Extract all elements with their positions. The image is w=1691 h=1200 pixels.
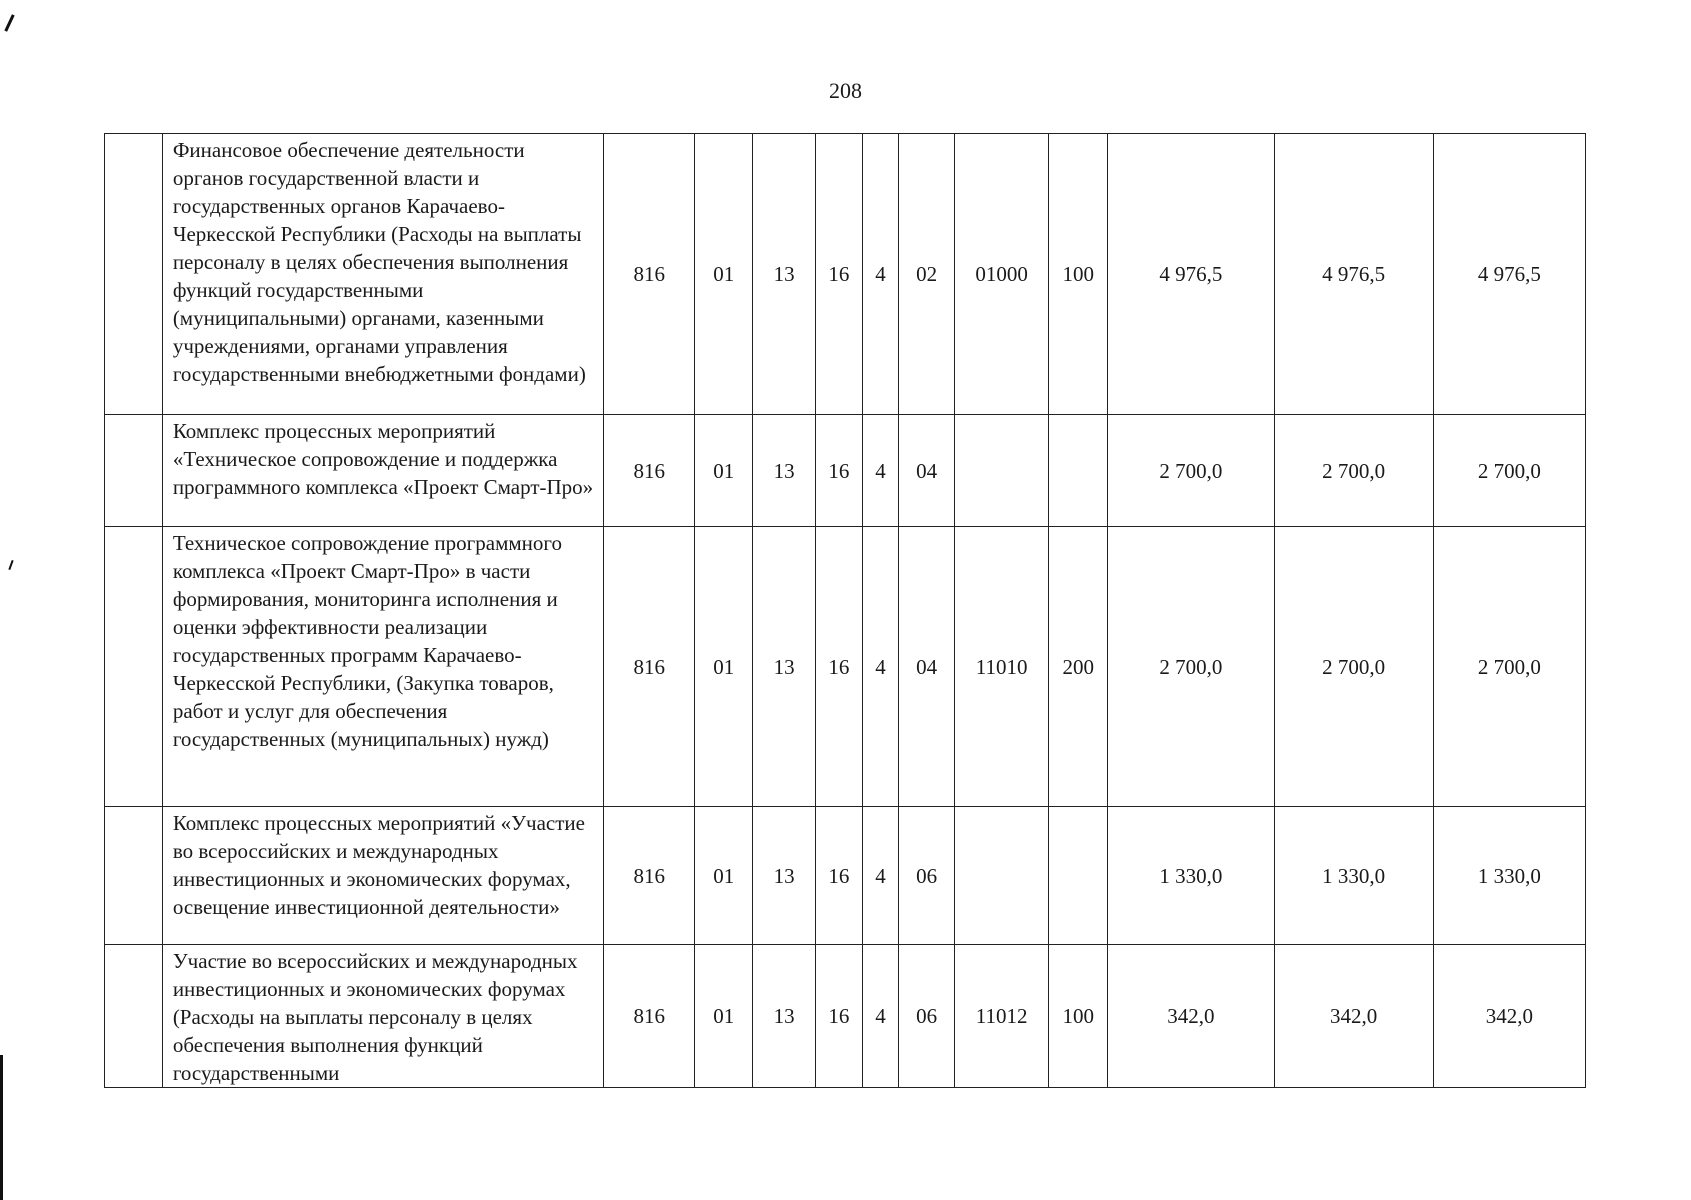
item-name-cell: Участие во всероссийских и международных инвестиционных и экономических форумах (Расходы на выплаты персоналу в целях обеспечения выполнения функций государственными bbox=[162, 945, 603, 1088]
table-row bbox=[105, 134, 1586, 415]
section-code-cell: 01 bbox=[695, 527, 753, 807]
program-code-cell: 16 bbox=[816, 945, 863, 1088]
table-row bbox=[105, 807, 1586, 945]
program-type-code-cell: 4 bbox=[862, 945, 899, 1088]
expense-type-code-cell bbox=[1049, 807, 1108, 945]
complex-code-cell: 04 bbox=[899, 527, 955, 807]
row-number-cell bbox=[105, 415, 163, 527]
program-type-code-cell: 4 bbox=[862, 415, 899, 527]
expense-type-code-cell: 100 bbox=[1049, 134, 1108, 415]
direction-code-cell: 11010 bbox=[955, 527, 1049, 807]
program-code-cell: 16 bbox=[816, 527, 863, 807]
item-name-cell: Финансовое обеспечение деятельности органов государственной власти и государственных органов Карачаево-Черкесской Республики (Расходы на выплаты персоналу в целях обеспечения выполнения функций государственными (муниципальными) органами, казенными учреждениями, органами управления государственными внебюджетными фондами) bbox=[162, 134, 603, 415]
program-type-code-cell: 4 bbox=[862, 527, 899, 807]
subsection-code-cell: 13 bbox=[753, 807, 816, 945]
section-code-cell: 01 bbox=[695, 415, 753, 527]
complex-code-cell: 06 bbox=[899, 945, 955, 1088]
expense-type-code-cell bbox=[1049, 415, 1108, 527]
scan-mark-left-middle bbox=[8, 560, 13, 570]
department-code-cell: 816 bbox=[604, 415, 695, 527]
scan-mark-top-left bbox=[4, 14, 14, 32]
subsection-code-cell: 13 bbox=[753, 415, 816, 527]
subsection-code-cell: 13 bbox=[753, 134, 816, 415]
amount-year-2-cell: 2 700,0 bbox=[1274, 415, 1433, 527]
table-row bbox=[105, 527, 1586, 807]
direction-code-cell: 11012 bbox=[955, 945, 1049, 1088]
amount-year-1-cell: 2 700,0 bbox=[1108, 527, 1274, 807]
complex-code-cell: 02 bbox=[899, 134, 955, 415]
scan-mark-left-bottom bbox=[0, 1055, 3, 1200]
amount-year-3-cell: 2 700,0 bbox=[1433, 527, 1585, 807]
direction-code-cell: 01000 bbox=[955, 134, 1049, 415]
table-row bbox=[105, 415, 1586, 527]
amount-year-2-cell: 4 976,5 bbox=[1274, 134, 1433, 415]
amount-year-3-cell: 2 700,0 bbox=[1433, 415, 1585, 527]
program-type-code-cell: 4 bbox=[862, 807, 899, 945]
amount-year-1-cell: 342,0 bbox=[1108, 945, 1274, 1088]
section-code-cell: 01 bbox=[695, 945, 753, 1088]
section-code-cell: 01 bbox=[695, 134, 753, 415]
section-code-cell: 01 bbox=[695, 807, 753, 945]
amount-year-3-cell: 4 976,5 bbox=[1433, 134, 1585, 415]
subsection-code-cell: 13 bbox=[753, 945, 816, 1088]
amount-year-2-cell: 1 330,0 bbox=[1274, 807, 1433, 945]
program-code-cell: 16 bbox=[816, 807, 863, 945]
amount-year-1-cell: 2 700,0 bbox=[1108, 415, 1274, 527]
amount-year-1-cell: 4 976,5 bbox=[1108, 134, 1274, 415]
program-code-cell: 16 bbox=[816, 134, 863, 415]
complex-code-cell: 06 bbox=[899, 807, 955, 945]
amount-year-2-cell: 342,0 bbox=[1274, 945, 1433, 1088]
department-code-cell: 816 bbox=[604, 527, 695, 807]
budget-table bbox=[104, 133, 1586, 1088]
department-code-cell: 816 bbox=[604, 134, 695, 415]
department-code-cell: 816 bbox=[604, 807, 695, 945]
item-name-cell: Техническое сопровождение программного комплекса «Проект Смарт-Про» в части формирования, мониторинга исполнения и оценки эффективности реализации государственных программ Карачаево-Черкесской Республики, (Закупка товаров, работ и услуг для обеспечения государственных (муниципальных) нужд) bbox=[162, 527, 603, 807]
complex-code-cell: 04 bbox=[899, 415, 955, 527]
row-number-cell bbox=[105, 527, 163, 807]
direction-code-cell bbox=[955, 415, 1049, 527]
program-type-code-cell: 4 bbox=[862, 134, 899, 415]
direction-code-cell bbox=[955, 807, 1049, 945]
expense-type-code-cell: 200 bbox=[1049, 527, 1108, 807]
item-name-cell: Комплекс процессных мероприятий «Техническое сопровождение и поддержка программного комплекса «Проект Смарт-Про» bbox=[162, 415, 603, 527]
amount-year-3-cell: 1 330,0 bbox=[1433, 807, 1585, 945]
row-number-cell bbox=[105, 807, 163, 945]
page-number: 208 bbox=[829, 78, 862, 103]
amount-year-2-cell: 2 700,0 bbox=[1274, 527, 1433, 807]
item-name-cell: Комплекс процессных мероприятий «Участие во всероссийских и международных инвестиционных и экономических форумах, освещение инвестиционной деятельности» bbox=[162, 807, 603, 945]
row-number-cell bbox=[105, 945, 163, 1088]
department-code-cell: 816 bbox=[604, 945, 695, 1088]
program-code-cell: 16 bbox=[816, 415, 863, 527]
expense-type-code-cell: 100 bbox=[1049, 945, 1108, 1088]
amount-year-1-cell: 1 330,0 bbox=[1108, 807, 1274, 945]
row-number-cell bbox=[105, 134, 163, 415]
subsection-code-cell: 13 bbox=[753, 527, 816, 807]
table-row bbox=[105, 945, 1586, 1088]
amount-year-3-cell: 342,0 bbox=[1433, 945, 1585, 1088]
